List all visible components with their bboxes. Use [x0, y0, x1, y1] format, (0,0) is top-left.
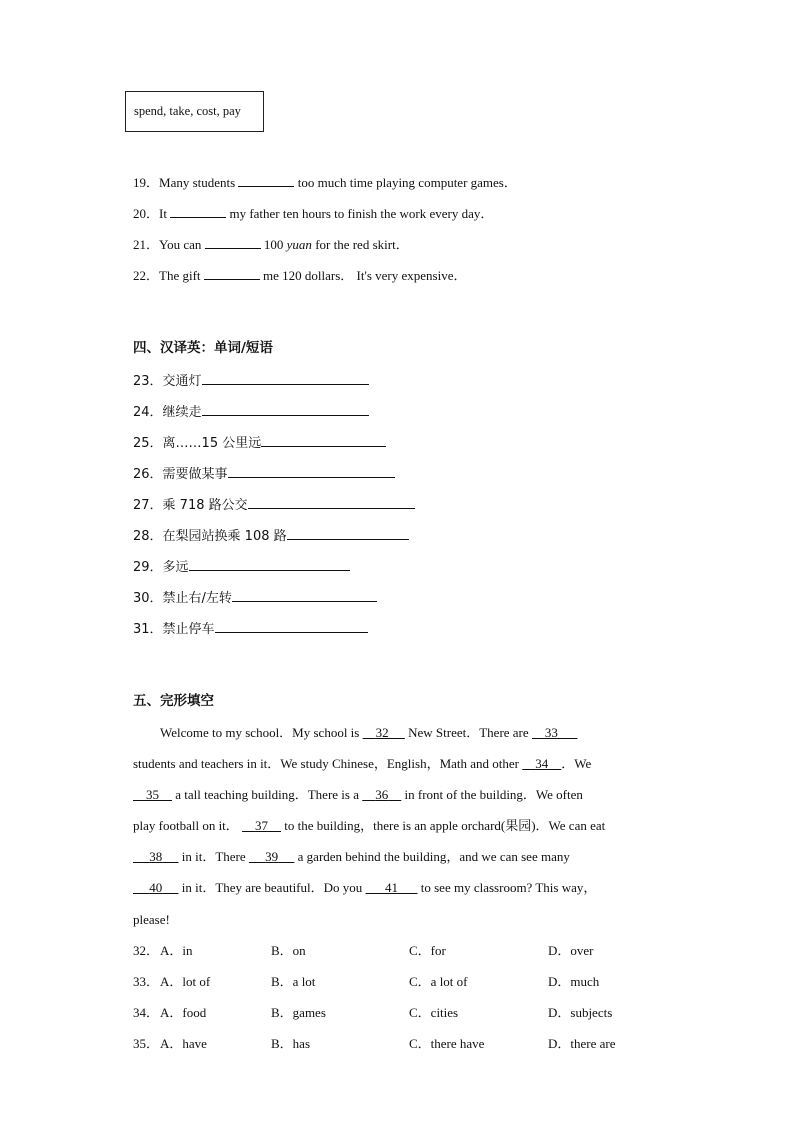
question-20: 20．It my father ten hours to finish the work every day．: [133, 206, 494, 221]
vocab-item: 27．乘 718 路公交: [133, 496, 415, 514]
vocab-item: 24．继续走: [133, 403, 369, 421]
option-number: 35．: [133, 1036, 160, 1051]
cloze-blank-38[interactable]: 38: [149, 849, 163, 864]
option-choice-d[interactable]: D．much: [548, 974, 600, 989]
answer-blank[interactable]: [170, 205, 226, 218]
vocab-item: 30．禁止右/左转: [133, 589, 377, 607]
question-19: 19．Many students too much time playing computer games．: [133, 175, 517, 190]
vocab-item: 26．需要做某事: [133, 465, 395, 483]
answer-blank[interactable]: [232, 589, 377, 602]
passage-line: Welcome to my school．My school is 32 New Street．There are 33: [160, 725, 577, 741]
question-21: 21．You can 100 yuan for the red skirt．: [133, 237, 409, 252]
passage-line: students and teachers in it．We study Chinese，English，Math and other 34 ．We: [133, 756, 592, 771]
option-choice-a[interactable]: A．food: [160, 1005, 207, 1020]
option-choice-a[interactable]: A．have: [160, 1036, 207, 1051]
answer-blank[interactable]: [228, 465, 395, 478]
option-choice-d[interactable]: D．over: [548, 943, 594, 958]
cloze-blank-35[interactable]: 35: [146, 787, 159, 802]
answer-blank[interactable]: [287, 527, 409, 540]
vocab-item: 29．多远: [133, 558, 350, 576]
cloze-blank-32[interactable]: 32: [375, 725, 389, 740]
option-choice-a[interactable]: A．lot of: [160, 974, 211, 989]
answer-blank[interactable]: [202, 403, 369, 416]
passage-line: 35 a tall teaching building．There is a 36 in front of the building．We often: [133, 787, 583, 803]
answer-blank[interactable]: [238, 174, 294, 187]
vocab-item: 23．交通灯: [133, 372, 369, 390]
word-box: spend, take, cost, pay: [125, 91, 264, 132]
answer-blank[interactable]: [204, 267, 260, 280]
vocab-item: 25．离……15 公里远: [133, 434, 386, 452]
answer-blank[interactable]: [189, 558, 350, 571]
passage-line: 40 in it．They are beautiful．Do you 41 to see my classroom? This way，: [133, 880, 596, 896]
option-choice-b[interactable]: B．on: [271, 943, 306, 958]
option-choice-b[interactable]: B．a lot: [271, 974, 316, 989]
cloze-blank-36[interactable]: 36: [375, 787, 389, 802]
cloze-blank-41[interactable]: 41: [385, 880, 399, 895]
option-choice-b[interactable]: B．games: [271, 1005, 326, 1020]
passage-line: play football on it． 37 to the building，there is an apple orchard(果园)．We can eat: [133, 818, 606, 833]
option-number: 32．: [133, 943, 160, 958]
vocab-item: 31．禁止停车: [133, 620, 368, 638]
cloze-blank-34[interactable]: 34: [535, 756, 549, 771]
option-number: 34．: [133, 1005, 160, 1020]
option-choice-c[interactable]: C．a lot of: [409, 974, 468, 989]
option-choice-d[interactable]: D．there are: [548, 1036, 616, 1051]
question-22: 22．The gift me 120 dollars． It's very expensive．: [133, 268, 467, 283]
cloze-blank-40[interactable]: 40: [149, 880, 163, 895]
option-choice-b[interactable]: B．has: [271, 1036, 311, 1051]
cloze-blank-39[interactable]: 39: [265, 849, 279, 864]
answer-blank[interactable]: [202, 372, 369, 385]
option-number: 33．: [133, 974, 160, 989]
passage-line: 38 in it．There 39 a garden behind the building，and we can see many: [133, 849, 570, 865]
option-choice-c[interactable]: C．cities: [409, 1005, 459, 1020]
section-heading-5: 五、完形填空: [133, 693, 214, 709]
section-heading-4: 四、汉译英：单词/短语: [133, 340, 273, 356]
cloze-blank-37[interactable]: 37: [255, 818, 269, 833]
answer-blank[interactable]: [205, 236, 261, 249]
cloze-blank-33[interactable]: 33: [544, 725, 558, 740]
vocab-item: 28．在梨园站换乘 108 路: [133, 527, 409, 545]
answer-blank[interactable]: [248, 496, 415, 509]
passage-line: please!: [133, 912, 170, 927]
option-choice-c[interactable]: C．there have: [409, 1036, 485, 1051]
option-choice-d[interactable]: D．subjects: [548, 1005, 613, 1020]
answer-blank[interactable]: [261, 434, 386, 447]
option-choice-a[interactable]: A．in: [160, 943, 193, 958]
option-choice-c[interactable]: C．for: [409, 943, 446, 958]
answer-blank[interactable]: [215, 620, 368, 633]
